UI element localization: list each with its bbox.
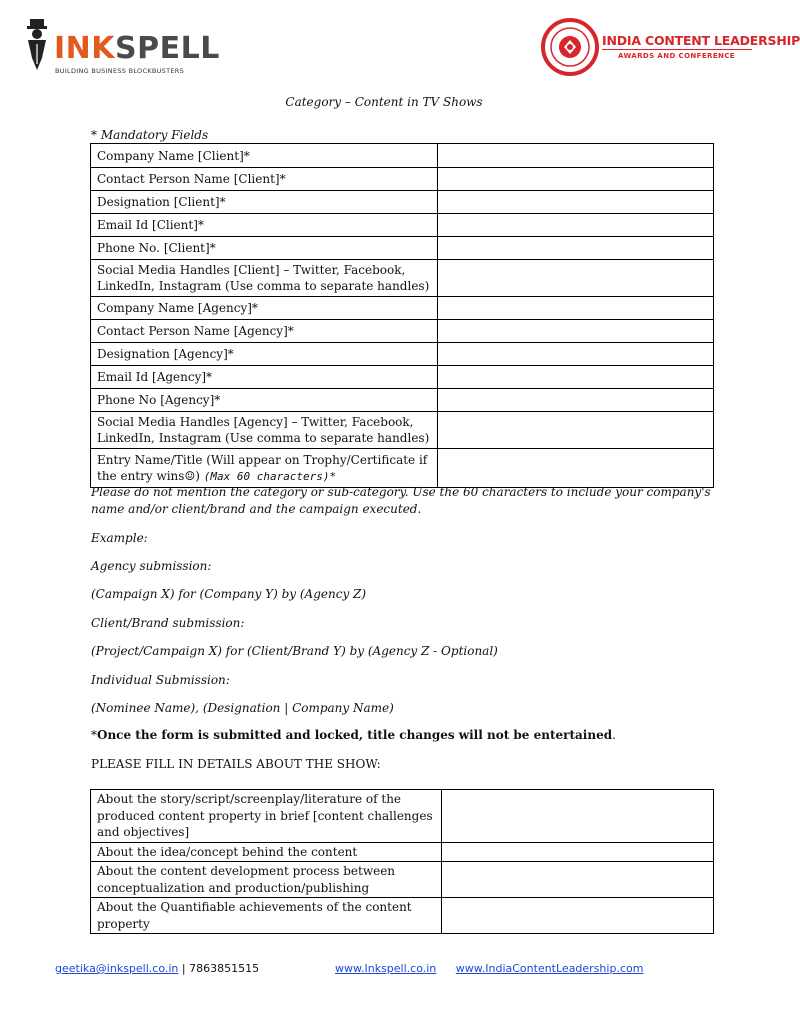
- form-row: [91, 366, 714, 389]
- field-label: Social Media Handles [Agency] – Twitter, Facebook, LinkedIn, Instagram (Use comma to separate handles): [91, 412, 438, 449]
- field-input[interactable]: [438, 214, 714, 237]
- field-input[interactable]: [438, 260, 714, 297]
- show-details-heading: PLEASE FILL IN DETAILS ABOUT THE SHOW:: [91, 757, 381, 771]
- field-input[interactable]: [438, 389, 714, 412]
- show-details-table: [90, 789, 714, 934]
- field-input[interactable]: [438, 366, 714, 389]
- field-label: Designation [Client]*: [91, 191, 438, 214]
- form-row: [91, 214, 714, 237]
- form-row: [91, 862, 714, 898]
- field-input[interactable]: [438, 412, 714, 449]
- field-input[interactable]: [442, 790, 714, 843]
- form-row: [91, 343, 714, 366]
- field-label: Social Media Handles [Client] – Twitter, Facebook, LinkedIn, Instagram (Use comma to separate handles): [91, 260, 438, 297]
- field-input[interactable]: [442, 862, 714, 898]
- icl-rule: [602, 49, 752, 50]
- inkspell-wordmark: INKSPELL: [54, 31, 220, 66]
- field-label: Phone No. [Client]*: [91, 237, 438, 260]
- agency-heading: Agency submission:: [91, 559, 212, 573]
- footer-links: [335, 962, 643, 975]
- form-row: [91, 260, 714, 297]
- inkspell-tagline: BUILDING BUSINESS BLOCKBUSTERS: [55, 67, 185, 75]
- lock-notice: *Once the form is submitted and locked, title changes will not be entertained.: [91, 728, 616, 742]
- form-row: [91, 389, 714, 412]
- field-input[interactable]: [438, 297, 714, 320]
- agency-example: (Campaign X) for (Company Y) by (Agency Z): [91, 587, 367, 601]
- footer-phone: 7863851515: [189, 962, 260, 975]
- footer-site-link-inkspell[interactable]: www.Inkspell.co.in: [335, 962, 437, 975]
- icl-logo: [540, 16, 800, 82]
- form-row: [91, 842, 714, 862]
- form-row: [91, 237, 714, 260]
- footer-email-link[interactable]: geetika@inkspell.co.in: [55, 962, 179, 975]
- field-input[interactable]: [438, 237, 714, 260]
- form-row: [91, 297, 714, 320]
- icl-seal-icon: [540, 16, 600, 78]
- field-label: Contact Person Name [Client]*: [91, 168, 438, 191]
- footer-contact: [55, 962, 259, 975]
- field-input[interactable]: [438, 343, 714, 366]
- form-row: [91, 144, 714, 168]
- field-label: Company Name [Agency]*: [91, 297, 438, 320]
- individual-heading: Individual Submission:: [91, 673, 230, 687]
- entry-form-table: [90, 143, 714, 488]
- field-input[interactable]: [438, 449, 714, 488]
- field-label: About the content development process between conceptualization and production/publishing: [91, 862, 442, 898]
- field-label: [91, 449, 438, 488]
- title-instruction: Please do not mention the category or sub-category. Use the 60 characters to include your company's name and/or client/brand and the campaign executed.: [91, 485, 711, 516]
- form-row: [91, 168, 714, 191]
- field-label: Contact Person Name [Agency]*: [91, 320, 438, 343]
- form-row: [91, 790, 714, 843]
- field-input[interactable]: [442, 842, 714, 862]
- client-heading: Client/Brand submission:: [91, 616, 245, 630]
- individual-example: (Nominee Name), (Designation | Company Name): [91, 701, 394, 715]
- icl-title: INDIA CONTENT LEADERSHIP: [602, 33, 800, 48]
- field-input[interactable]: [438, 320, 714, 343]
- footer-site-link-icl[interactable]: www.IndiaContentLeadership.com: [455, 962, 644, 975]
- icl-subtitle: AWARDS AND CONFERENCE: [618, 52, 735, 60]
- field-label: Email Id [Client]*: [91, 214, 438, 237]
- field-label: About the story/script/screenplay/literature of the produced content property in brief [content challenges and objectives]: [91, 790, 442, 843]
- field-label: Designation [Agency]*: [91, 343, 438, 366]
- field-input[interactable]: [442, 898, 714, 934]
- form-row: [91, 191, 714, 214]
- form-row: [91, 898, 714, 934]
- example-heading: Example:: [91, 531, 148, 545]
- inkspell-logo: [24, 18, 220, 78]
- entry-title-label: Entry Name/Title (Will appear on Trophy/Certificate if the entry wins☺): [97, 452, 428, 483]
- form-row: [91, 320, 714, 343]
- field-label: Phone No [Agency]*: [91, 389, 438, 412]
- field-label: Company Name [Client]*: [91, 144, 438, 168]
- client-example: (Project/Campaign X) for (Client/Brand Y) by (Agency Z - Optional): [91, 644, 498, 658]
- footer-separator: |: [178, 962, 190, 975]
- field-label: About the Quantifiable achievements of the content property: [91, 898, 442, 934]
- field-input[interactable]: [438, 168, 714, 191]
- field-label: About the idea/concept behind the content: [91, 842, 442, 862]
- form-row: [91, 412, 714, 449]
- document-title: Category – Content in TV Shows: [285, 95, 483, 109]
- mandatory-note: * Mandatory Fields: [91, 128, 209, 142]
- fountain-pen-nib-icon: [24, 18, 50, 72]
- form-row: [91, 449, 714, 488]
- entry-title-limit: (Max 60 characters)*: [203, 469, 337, 483]
- field-input[interactable]: [438, 144, 714, 168]
- field-input[interactable]: [438, 191, 714, 214]
- field-label: Email Id [Agency]*: [91, 366, 438, 389]
